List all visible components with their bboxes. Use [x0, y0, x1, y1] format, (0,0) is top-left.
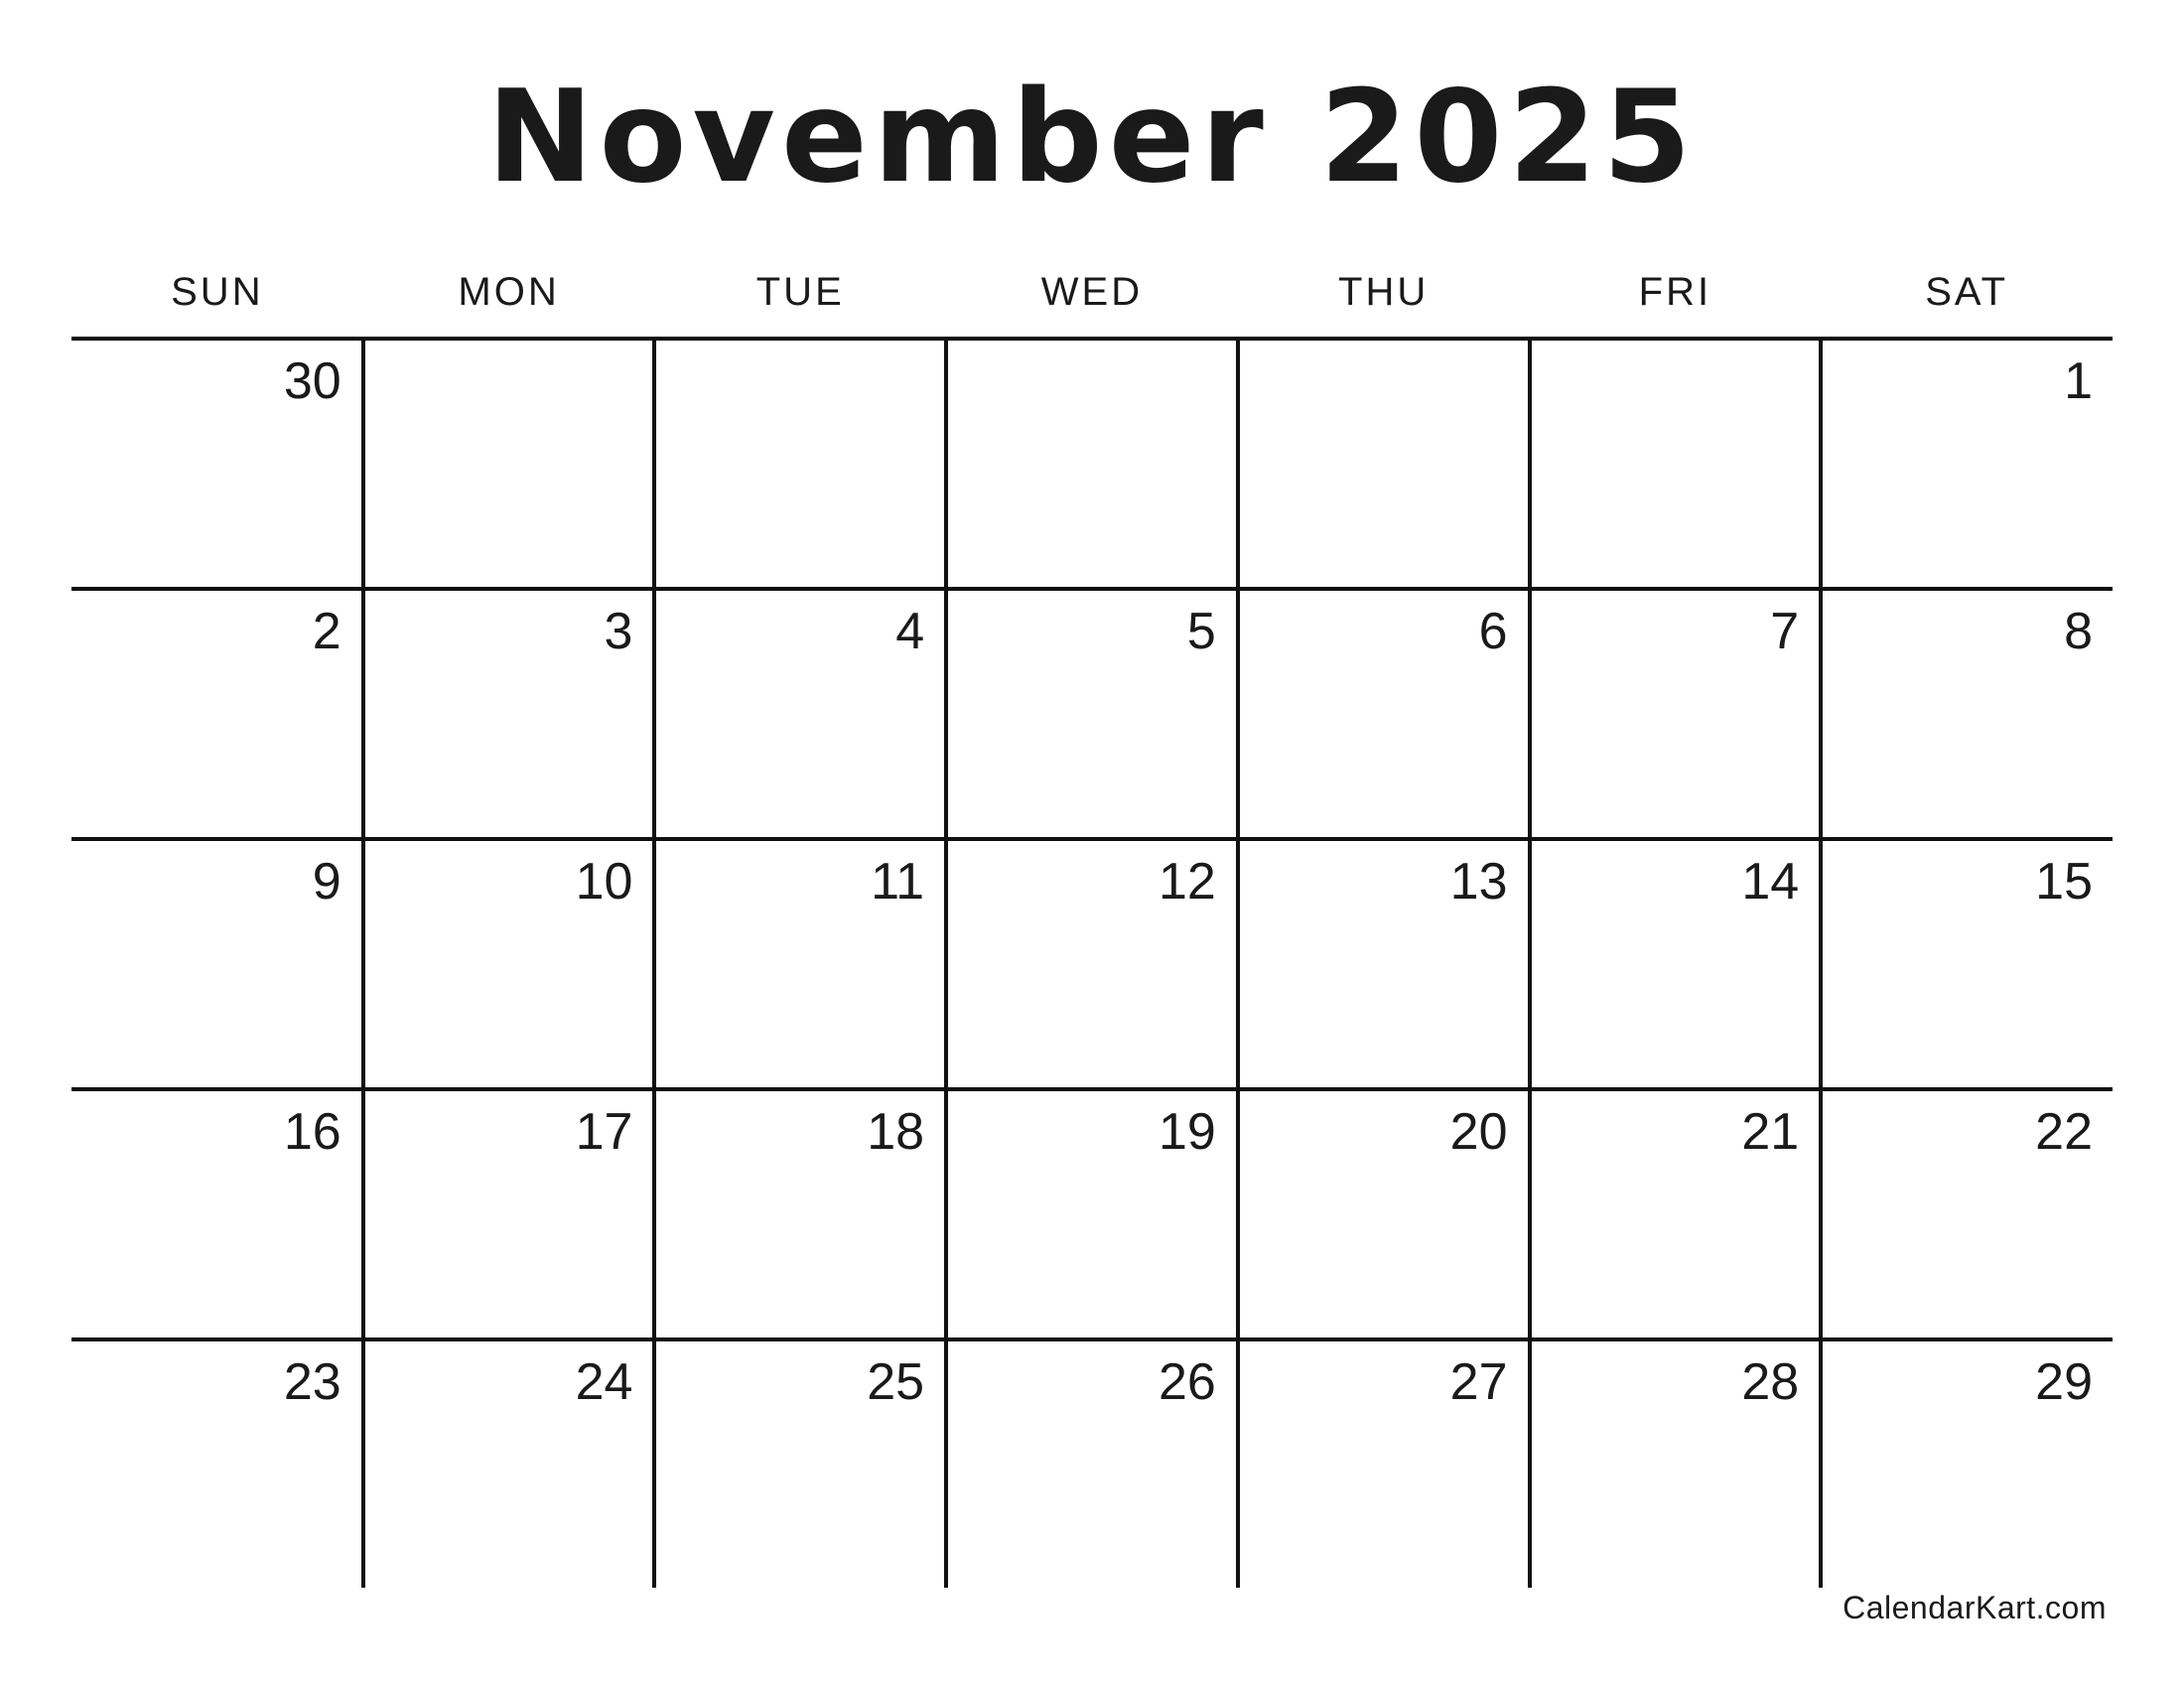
day-number: 6 — [1478, 603, 1508, 660]
calendar-week-row — [71, 839, 2113, 1089]
day-number — [1532, 341, 1820, 354]
day-number: 24 — [575, 1353, 633, 1411]
day-cell[interactable] — [363, 839, 655, 1089]
day-number: 30 — [283, 352, 341, 410]
day-cell[interactable] — [1821, 839, 2113, 1089]
day-cell[interactable] — [654, 339, 946, 589]
page-title: November 2025 — [486, 64, 1698, 211]
day-number: 5 — [1186, 603, 1216, 660]
day-cell[interactable] — [654, 1339, 946, 1588]
day-number: 9 — [312, 853, 341, 911]
day-cell[interactable] — [71, 1089, 363, 1339]
day-number: 4 — [895, 603, 925, 660]
day-number: 16 — [283, 1103, 341, 1161]
day-number: 23 — [283, 1353, 341, 1411]
day-cell[interactable] — [1821, 1339, 2113, 1588]
day-cell[interactable] — [1530, 589, 1822, 839]
day-number: 10 — [575, 853, 633, 911]
day-cell[interactable] — [654, 839, 946, 1089]
day-number: 21 — [1741, 1103, 1800, 1161]
day-number — [656, 341, 944, 354]
day-number: 17 — [575, 1103, 633, 1161]
day-cell[interactable] — [71, 839, 363, 1089]
day-cell[interactable] — [71, 589, 363, 839]
day-cell[interactable] — [363, 589, 655, 839]
day-cell[interactable] — [1530, 839, 1822, 1089]
day-number: 29 — [2035, 1353, 2093, 1411]
calendar-week-row — [71, 339, 2113, 589]
day-number: 15 — [2035, 853, 2093, 911]
day-number: 27 — [1449, 1353, 1508, 1411]
calendar-grid — [71, 270, 2113, 1588]
day-cell[interactable] — [1238, 1089, 1530, 1339]
day-cell[interactable] — [946, 1089, 1238, 1339]
weekday-header-sun: SUN — [171, 270, 264, 314]
day-cell[interactable] — [1238, 589, 1530, 839]
calendar-week-row — [71, 1089, 2113, 1339]
day-cell[interactable] — [71, 339, 363, 589]
day-cell[interactable] — [71, 1339, 363, 1588]
day-cell[interactable] — [1238, 839, 1530, 1089]
day-cell[interactable] — [363, 339, 655, 589]
weekday-header-thu: THU — [1338, 270, 1430, 314]
weekday-header-sat: SAT — [1925, 270, 2009, 314]
day-number: 25 — [867, 1353, 925, 1411]
day-number: 8 — [2064, 603, 2093, 660]
day-cell[interactable] — [1821, 339, 2113, 589]
day-cell[interactable] — [1530, 339, 1822, 589]
day-number: 20 — [1449, 1103, 1508, 1161]
day-number: 22 — [2035, 1103, 2093, 1161]
day-cell[interactable] — [946, 839, 1238, 1089]
day-number: 14 — [1741, 853, 1800, 911]
day-number — [1240, 341, 1528, 354]
day-cell[interactable] — [1530, 1339, 1822, 1588]
day-cell[interactable] — [946, 1339, 1238, 1588]
day-number: 7 — [1770, 603, 1800, 660]
day-number: 28 — [1741, 1353, 1800, 1411]
day-cell[interactable] — [1530, 1089, 1822, 1339]
calendar-week-row — [71, 1339, 2113, 1588]
weekday-header-row — [71, 270, 2113, 339]
day-number: 12 — [1158, 853, 1216, 911]
day-number — [948, 341, 1236, 354]
day-cell[interactable] — [1238, 339, 1530, 589]
day-cell[interactable] — [1238, 1339, 1530, 1588]
day-number: 26 — [1158, 1353, 1216, 1411]
day-number: 1 — [2064, 352, 2093, 410]
weekday-header-mon: MON — [458, 270, 560, 314]
day-number — [365, 341, 653, 354]
day-number: 2 — [312, 603, 341, 660]
day-cell[interactable] — [946, 589, 1238, 839]
day-cell[interactable] — [1821, 1089, 2113, 1339]
site-credit: CalendarKart.com — [1843, 1590, 2107, 1625]
day-cell[interactable] — [1821, 589, 2113, 839]
day-cell[interactable] — [363, 1089, 655, 1339]
day-number: 18 — [867, 1103, 925, 1161]
weekday-header-fri: FRI — [1638, 270, 1712, 314]
weekday-header-tue: TUE — [755, 270, 845, 314]
day-cell[interactable] — [363, 1339, 655, 1588]
day-number: 11 — [871, 853, 925, 911]
calendar-week-row — [71, 589, 2113, 839]
day-cell[interactable] — [654, 1089, 946, 1339]
day-cell[interactable] — [946, 339, 1238, 589]
day-number: 13 — [1449, 853, 1508, 911]
weekday-header-wed: WED — [1040, 270, 1144, 314]
day-number: 3 — [604, 603, 633, 660]
day-number: 19 — [1158, 1103, 1216, 1161]
calendar-table — [71, 270, 2113, 1588]
day-cell[interactable] — [654, 589, 946, 839]
